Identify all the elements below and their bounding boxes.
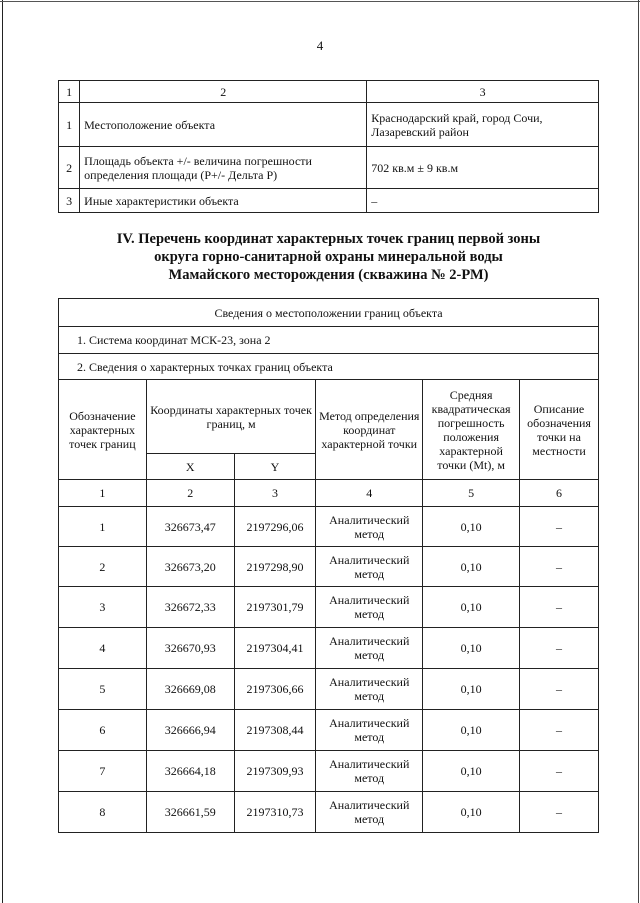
table-row — [59, 147, 599, 189]
coord-x: 326666,94 — [146, 710, 234, 751]
coord-x: 326672,33 — [146, 587, 234, 628]
error: 0,10 — [423, 547, 520, 587]
coord-y: 2197309,93 — [234, 751, 316, 792]
point-id: 2 — [59, 547, 147, 587]
point-id: 7 — [59, 751, 147, 792]
point-description: – — [520, 669, 599, 710]
point-description: – — [520, 547, 599, 587]
section-row — [59, 354, 599, 380]
method: Аналитический метод — [316, 792, 423, 833]
coordinates-table — [58, 298, 599, 833]
coord-y: 2197310,73 — [234, 792, 316, 833]
error: 0,10 — [423, 751, 520, 792]
error: 0,10 — [423, 710, 520, 751]
coord-y: 2197301,79 — [234, 587, 316, 628]
point-description: – — [520, 507, 599, 547]
point-id: 8 — [59, 792, 147, 833]
column-number: 6 — [520, 480, 599, 507]
point-id: 3 — [59, 587, 147, 628]
row-number: 2 — [59, 147, 80, 189]
header-cell: 1 — [59, 81, 80, 103]
heading-line-2: округа горно-санитарной охраны минеральной воды — [154, 249, 503, 265]
table-row — [59, 669, 599, 710]
coord-x: 326670,93 — [146, 628, 234, 669]
point-description: – — [520, 710, 599, 751]
section-row — [59, 327, 599, 354]
coord-x: 326673,47 — [146, 507, 234, 547]
row-name: Площадь объекта +/- величина погрешности определения площади (P+/- Дельта P) — [80, 147, 367, 189]
method: Аналитический метод — [316, 710, 423, 751]
point-description: – — [520, 628, 599, 669]
column-number: 1 — [59, 480, 147, 507]
table-row — [59, 792, 599, 833]
row-name: Местоположение объекта — [80, 103, 367, 147]
error: 0,10 — [423, 628, 520, 669]
row-value: 702 кв.м ± 9 кв.м — [367, 147, 599, 189]
row-value: – — [367, 189, 599, 213]
table-row — [59, 507, 599, 547]
point-description: – — [520, 587, 599, 628]
coord-y: 2197304,41 — [234, 628, 316, 669]
column-header-row — [59, 380, 599, 454]
page-number: 4 — [316, 38, 324, 53]
column-number-row — [59, 480, 599, 507]
table-title-row — [59, 299, 599, 327]
error: 0,10 — [423, 587, 520, 628]
section-heading — [58, 230, 599, 284]
object-info-table — [58, 80, 599, 213]
coord-y: 2197296,06 — [234, 507, 316, 547]
header-point: Обозначение характерных точек границ — [59, 380, 147, 480]
coord-x: 326673,20 — [146, 547, 234, 587]
table-row — [59, 103, 599, 147]
point-description: – — [520, 792, 599, 833]
coord-y: 2197308,44 — [234, 710, 316, 751]
coord-x: 326664,18 — [146, 751, 234, 792]
header-cell: 2 — [80, 81, 367, 103]
header-error: Средняя квадратическая погрешность положения характерной точки (Mt), м — [423, 380, 520, 480]
header-coords: Координаты характерных точек границ, м — [146, 380, 316, 454]
header-cell: 3 — [367, 81, 599, 103]
method: Аналитический метод — [316, 547, 423, 587]
method: Аналитический метод — [316, 587, 423, 628]
column-number: 4 — [316, 480, 423, 507]
column-number: 3 — [234, 480, 316, 507]
column-number: 2 — [146, 480, 234, 507]
point-description: – — [520, 751, 599, 792]
coord-x: 326661,59 — [146, 792, 234, 833]
method: Аналитический метод — [316, 669, 423, 710]
header-method: Метод определения координат характерной точки — [316, 380, 423, 480]
table-row — [59, 587, 599, 628]
page-edge-top — [0, 1, 640, 2]
table-row — [59, 710, 599, 751]
coord-y: 2197298,90 — [234, 547, 316, 587]
table-row — [59, 547, 599, 587]
page-edge-left — [2, 0, 3, 903]
coord-y: 2197306,66 — [234, 669, 316, 710]
error: 0,10 — [423, 792, 520, 833]
table-title: Сведения о местоположении границ объекта — [59, 299, 599, 327]
error: 0,10 — [423, 507, 520, 547]
point-id: 5 — [59, 669, 147, 710]
method: Аналитический метод — [316, 507, 423, 547]
table-row — [59, 189, 599, 213]
row-number: 3 — [59, 189, 80, 213]
heading-line-1: IV. Перечень координат характерных точек границ первой зоны — [116, 231, 541, 247]
coordinate-system-label: 1. Система координат МСК-23, зона 2 — [59, 327, 599, 354]
header-y: Y — [234, 454, 316, 480]
coord-x: 326669,08 — [146, 669, 234, 710]
column-number: 5 — [423, 480, 520, 507]
point-id: 4 — [59, 628, 147, 669]
row-number: 1 — [59, 103, 80, 147]
page-edge-right — [638, 0, 639, 903]
points-section-label: 2. Сведения о характерных точках границ объекта — [59, 354, 599, 380]
table-row — [59, 751, 599, 792]
row-value: Краснодарский край, город Сочи, Лазаревский район — [367, 103, 599, 147]
error: 0,10 — [423, 669, 520, 710]
header-x: X — [146, 454, 234, 480]
point-id: 6 — [59, 710, 147, 751]
method: Аналитический метод — [316, 628, 423, 669]
header-description: Описание обозначения точки на местности — [520, 380, 599, 480]
method: Аналитический метод — [316, 751, 423, 792]
point-id: 1 — [59, 507, 147, 547]
heading-line-3: Мамайского месторождения (скважина № 2-РМ) — [168, 267, 489, 283]
table-row — [59, 628, 599, 669]
row-name: Иные характеристики объекта — [80, 189, 367, 213]
table-header-row — [59, 81, 599, 103]
